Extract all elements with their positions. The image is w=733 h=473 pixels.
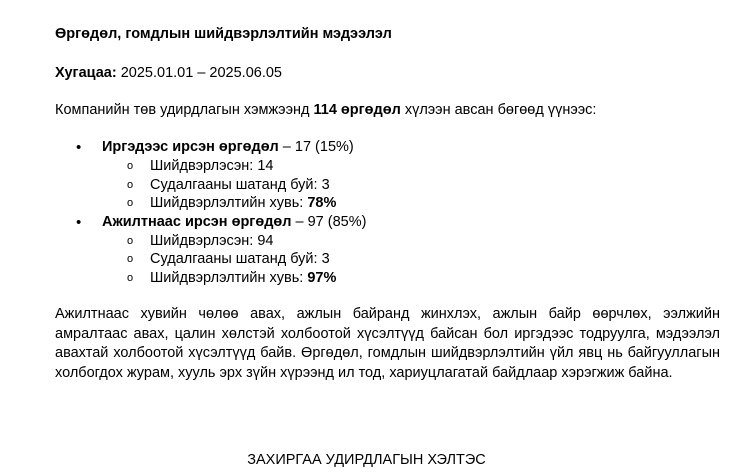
intro-total-count: 114 өргөдөл [313,102,401,118]
category-summary: – 97 (85%) [291,213,367,230]
category-detail-list [102,232,707,288]
detail-item-rate [102,194,707,213]
intro-paragraph [55,100,707,120]
detail-text: Шийдвэрлэлтийн хувь: [150,195,308,211]
resolution-rate-value: 97% [307,269,337,286]
detail-item-resolved [102,232,707,251]
detail-item-pending [102,250,707,269]
intro-text-after: хүлээн авсан бөгөөд үүнээс: [400,102,597,118]
document-title: Өргөдөл, гомдлын шийдвэрлэлтийн мэдээлэл [55,26,392,42]
category-name: Иргэдээс ирсэн өргөдөл [102,139,279,155]
detail-text: Шийдвэрлэсэн: 14 [150,158,274,174]
circle-bullet-icon: o [127,253,134,265]
document-body [55,24,720,383]
period-value: 2025.01.01 – 2025.06.05 [120,65,282,81]
resolution-rate-value: 78% [307,195,337,211]
circle-bullet-icon: o [127,271,134,284]
closing-paragraph: Ажилтнаас хувийн чөлөө авах, ажлын байранд жинхлэх, ажлын байр өөрчлөх, ээлжийн амралтаас авах, цалин хөлстэй холбоотой хүсэлтүүд байсан бол иргэдээс тодруулга, мэдээлэл авахтай холбоотой хүсэлтүүд байв. Өргөдөл, гомдлын шийдвэрлэлтийн үйл явц нь байгууллагын холбогдох журам, хууль эрх зүйн хүрээнд ил тод, хариуцлагатай байдлаар хэрэгжиж байна. [55,306,720,381]
category-item-employees [55,213,707,288]
detail-text: Шийдвэрлэлтийн хувь: [150,269,308,286]
category-detail-list [102,157,707,213]
detail-item-pending [102,176,707,195]
circle-bullet-icon: o [127,234,134,247]
circle-bullet-icon: o [127,197,134,209]
detail-item-resolved [102,157,707,176]
category-summary: – 17 (15%) [278,139,354,155]
circle-bullet-icon: o [127,160,134,172]
category-list [55,138,707,287]
period-line [55,63,707,83]
category-heading [76,138,707,157]
bullet-icon: • [76,213,82,231]
intro-text-before: Компанийн төв удирдлагын хэмжээнд [55,102,314,118]
detail-text: Судалгааны шатанд буй: 3 [150,251,330,267]
category-item-citizens [55,138,707,213]
detail-text: Шийдвэрлэсэн: 94 [150,232,274,249]
bullet-icon: • [76,139,82,156]
detail-text: Судалгааны шатанд буй: 3 [150,176,330,193]
detail-item-rate [102,269,707,288]
category-name: Ажилтнаас ирсэн өргөдөл [102,213,292,230]
circle-bullet-icon: o [127,178,134,191]
department-signature: ЗАХИРГАА УДИРДЛАГЫН ХЭЛТЭС [247,452,486,468]
period-label: Хугацаа: [55,65,117,81]
category-heading [76,213,707,232]
